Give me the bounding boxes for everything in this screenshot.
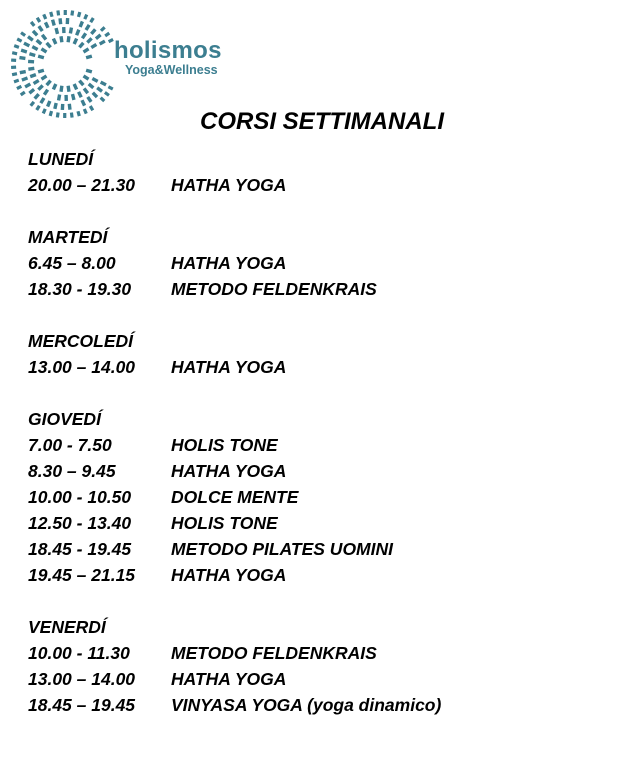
session-row [28, 562, 618, 588]
session-time: 6.45 – 8.00 [28, 253, 116, 273]
holismos-logo [10, 8, 240, 120]
session-time: 10.00 - 11.30 [28, 643, 130, 663]
session-course: DOLCE MENTE [171, 487, 299, 507]
day-name: MERCOLEDÍ [28, 331, 133, 351]
day-section [28, 614, 618, 718]
sunburst-logo-icon [10, 8, 122, 120]
session-row [28, 276, 618, 302]
session-course: HATHA YOGA [171, 357, 287, 377]
session-row [28, 458, 618, 484]
day-name: GIOVEDÍ [28, 409, 101, 429]
session-row [28, 510, 618, 536]
session-course: METODO PILATES UOMINI [171, 539, 393, 559]
session-time: 13.00 – 14.00 [28, 669, 136, 689]
session-course: HOLIS TONE [171, 435, 278, 455]
session-time: 8.30 – 9.45 [28, 461, 116, 481]
day-section [28, 146, 618, 198]
session-row [28, 354, 618, 380]
session-time: 10.00 - 10.50 [28, 487, 132, 507]
day-name: VENERDÍ [28, 617, 106, 637]
session-time: 18.45 - 19.45 [28, 539, 132, 559]
brand-tagline: Yoga&Wellness [125, 63, 218, 77]
session-row [28, 250, 618, 276]
session-time: 18.30 - 19.30 [28, 279, 132, 299]
session-time: 7.00 - 7.50 [28, 435, 112, 455]
session-time: 13.00 – 14.00 [28, 357, 136, 377]
session-course: METODO FELDENKRAIS [171, 279, 377, 299]
session-course: HATHA YOGA [171, 669, 287, 689]
session-course: HATHA YOGA [171, 565, 287, 585]
session-course: VINYASA YOGA (yoga dinamico) [171, 695, 442, 715]
session-row [28, 172, 618, 198]
session-row [28, 692, 618, 718]
session-course: HOLIS TONE [171, 513, 278, 533]
day-name: MARTEDÍ [28, 227, 108, 247]
session-time: 18.45 – 19.45 [28, 695, 136, 715]
day-section [28, 406, 618, 588]
session-time: 20.00 – 21.30 [28, 175, 136, 195]
session-row [28, 536, 618, 562]
weekly-schedule [28, 146, 618, 744]
day-name: LUNEDÍ [28, 149, 94, 169]
session-course: HATHA YOGA [171, 253, 287, 273]
day-section [28, 328, 618, 380]
session-time: 12.50 - 13.40 [28, 513, 132, 533]
brand-name: holismos [114, 37, 222, 64]
session-row [28, 484, 618, 510]
day-section [28, 224, 618, 302]
session-course: HATHA YOGA [171, 175, 287, 195]
session-row [28, 432, 618, 458]
page-title: CORSI SETTIMANALI [200, 108, 444, 135]
session-time: 19.45 – 21.15 [28, 565, 136, 585]
session-row [28, 640, 618, 666]
session-row [28, 666, 618, 692]
session-course: METODO FELDENKRAIS [171, 643, 377, 663]
session-course: HATHA YOGA [171, 461, 287, 481]
